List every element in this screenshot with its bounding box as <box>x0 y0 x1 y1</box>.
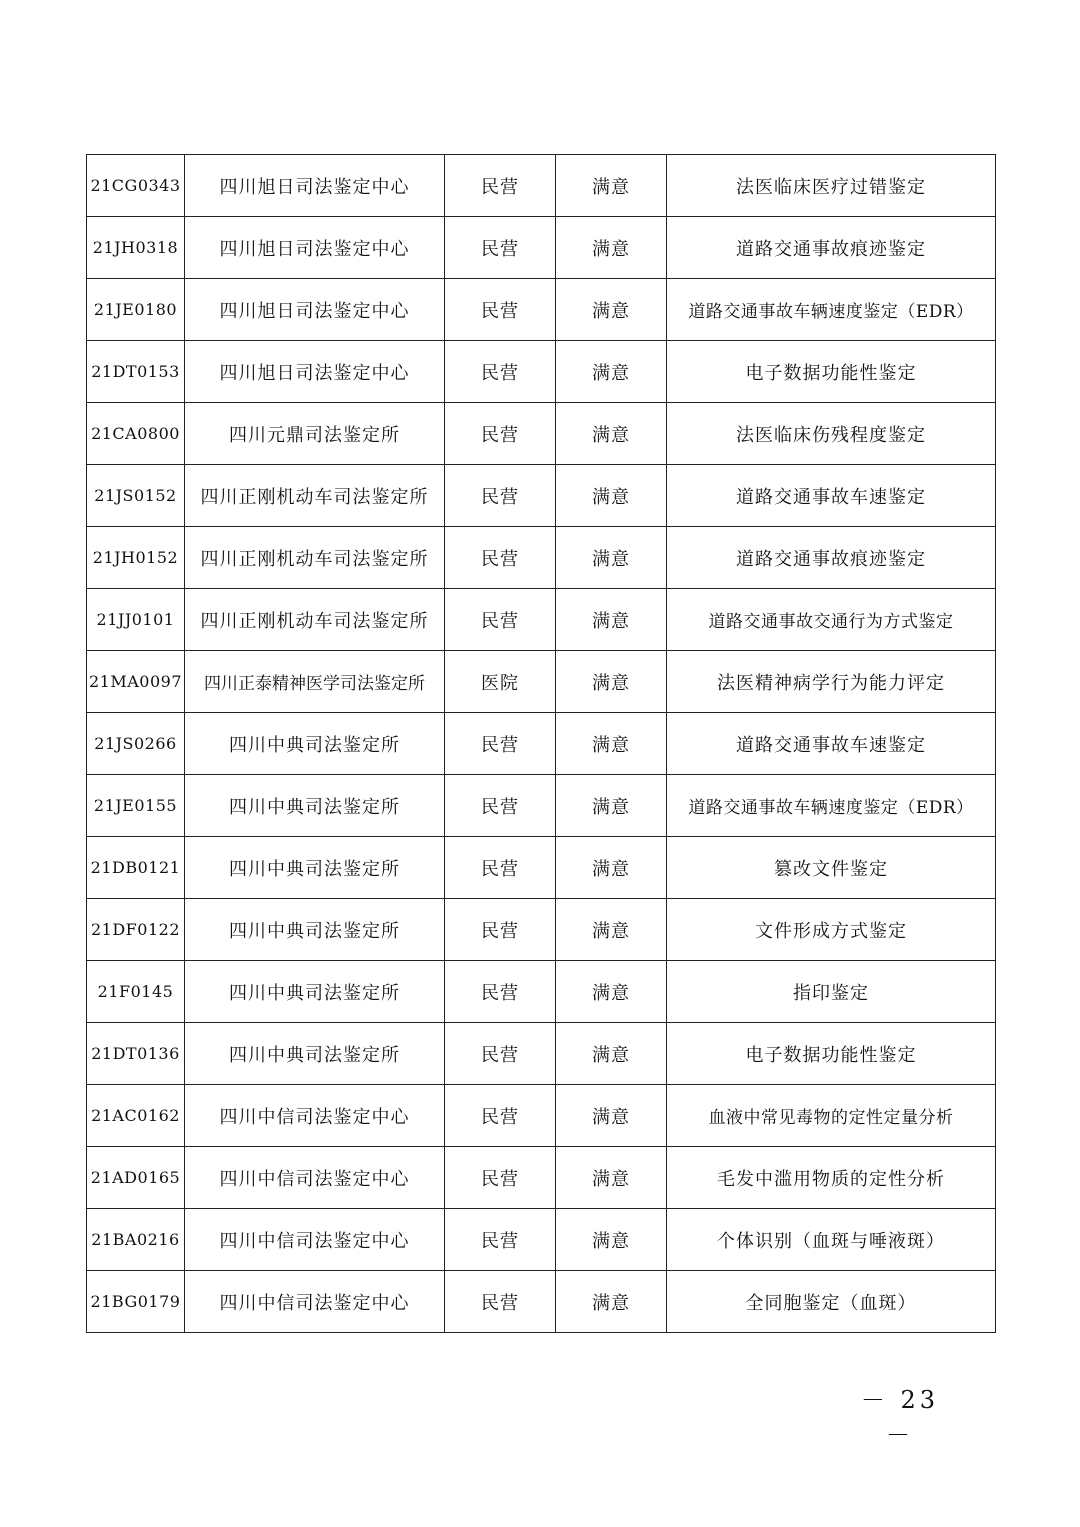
cell-institution-type: 民营 <box>445 527 556 589</box>
cell-code: 21JE0155 <box>87 775 185 837</box>
cell-organization: 四川中典司法鉴定所 <box>185 837 445 899</box>
cell-appraisal-item: 法医精神病学行为能力评定 <box>667 651 996 713</box>
cell-appraisal-item: 个体识别（血斑与唾液斑） <box>667 1209 996 1271</box>
cell-organization: 四川中信司法鉴定中心 <box>185 1209 445 1271</box>
cell-result: 满意 <box>556 651 667 713</box>
cell-institution-type: 民营 <box>445 1271 556 1333</box>
table-row <box>87 651 996 713</box>
cell-result: 满意 <box>556 837 667 899</box>
table-row <box>87 403 996 465</box>
cell-institution-type: 民营 <box>445 1147 556 1209</box>
table-row <box>87 217 996 279</box>
cell-appraisal-item: 毛发中滥用物质的定性分析 <box>667 1147 996 1209</box>
table-row <box>87 527 996 589</box>
cell-appraisal-item: 道路交通事故痕迹鉴定 <box>667 527 996 589</box>
cell-result: 满意 <box>556 1147 667 1209</box>
cell-appraisal-item: 道路交通事故痕迹鉴定 <box>667 217 996 279</box>
cell-institution-type: 民营 <box>445 589 556 651</box>
cell-organization: 四川正刚机动车司法鉴定所 <box>185 589 445 651</box>
cell-appraisal-item: 血液中常见毒物的定性定量分析 <box>667 1085 996 1147</box>
cell-appraisal-item: 道路交通事故车辆速度鉴定（EDR） <box>667 775 996 837</box>
cell-code: 21JE0180 <box>87 279 185 341</box>
cell-code: 21CA0800 <box>87 403 185 465</box>
cell-code: 21JS0152 <box>87 465 185 527</box>
cell-organization: 四川中信司法鉴定中心 <box>185 1271 445 1333</box>
cell-institution-type: 民营 <box>445 713 556 775</box>
cell-code: 21F0145 <box>87 961 185 1023</box>
cell-organization: 四川中典司法鉴定所 <box>185 961 445 1023</box>
cell-appraisal-item: 道路交通事故交通行为方式鉴定 <box>667 589 996 651</box>
table-row <box>87 1147 996 1209</box>
cell-code: 21DB0121 <box>87 837 185 899</box>
cell-code: 21JS0266 <box>87 713 185 775</box>
cell-result: 满意 <box>556 961 667 1023</box>
cell-organization: 四川旭日司法鉴定中心 <box>185 341 445 403</box>
cell-appraisal-item: 法医临床医疗过错鉴定 <box>667 155 996 217</box>
cell-code: 21BA0216 <box>87 1209 185 1271</box>
cell-institution-type: 民营 <box>445 1023 556 1085</box>
table-row <box>87 1271 996 1333</box>
cell-result: 满意 <box>556 589 667 651</box>
cell-code: 21DF0122 <box>87 899 185 961</box>
cell-code: 21DT0153 <box>87 341 185 403</box>
cell-institution-type: 民营 <box>445 1209 556 1271</box>
cell-result: 满意 <box>556 527 667 589</box>
cell-result: 满意 <box>556 217 667 279</box>
cell-institution-type: 民营 <box>445 403 556 465</box>
cell-organization: 四川中信司法鉴定中心 <box>185 1085 445 1147</box>
cell-code: 21AC0162 <box>87 1085 185 1147</box>
table-row <box>87 961 996 1023</box>
cell-result: 满意 <box>556 465 667 527</box>
cell-appraisal-item: 法医临床伤残程度鉴定 <box>667 403 996 465</box>
cell-organization: 四川正泰精神医学司法鉴定所 <box>185 651 445 713</box>
cell-institution-type: 民营 <box>445 465 556 527</box>
cell-result: 满意 <box>556 1023 667 1085</box>
cell-result: 满意 <box>556 341 667 403</box>
cell-institution-type: 民营 <box>445 341 556 403</box>
cell-result: 满意 <box>556 775 667 837</box>
cell-appraisal-item: 电子数据功能性鉴定 <box>667 1023 996 1085</box>
table-row <box>87 589 996 651</box>
table-row <box>87 465 996 527</box>
cell-organization: 四川中典司法鉴定所 <box>185 713 445 775</box>
cell-institution-type: 民营 <box>445 1085 556 1147</box>
page-number: － 23 － <box>860 1386 940 1449</box>
table-row <box>87 155 996 217</box>
cell-organization: 四川正刚机动车司法鉴定所 <box>185 465 445 527</box>
cell-institution-type: 民营 <box>445 837 556 899</box>
cell-code: 21JJ0101 <box>87 589 185 651</box>
cell-code: 21JH0318 <box>87 217 185 279</box>
cell-institution-type: 医院 <box>445 651 556 713</box>
cell-code: 21MA0097 <box>87 651 185 713</box>
results-table <box>86 154 996 1333</box>
cell-organization: 四川正刚机动车司法鉴定所 <box>185 527 445 589</box>
cell-institution-type: 民营 <box>445 961 556 1023</box>
cell-appraisal-item: 指印鉴定 <box>667 961 996 1023</box>
table-row <box>87 341 996 403</box>
cell-organization: 四川中信司法鉴定中心 <box>185 1147 445 1209</box>
cell-organization: 四川旭日司法鉴定中心 <box>185 279 445 341</box>
table-row <box>87 1023 996 1085</box>
table-row <box>87 713 996 775</box>
cell-institution-type: 民营 <box>445 155 556 217</box>
cell-appraisal-item: 电子数据功能性鉴定 <box>667 341 996 403</box>
results-table-body <box>87 155 996 1333</box>
cell-result: 满意 <box>556 1085 667 1147</box>
cell-organization: 四川中典司法鉴定所 <box>185 899 445 961</box>
cell-code: 21JH0152 <box>87 527 185 589</box>
cell-code: 21AD0165 <box>87 1147 185 1209</box>
cell-institution-type: 民营 <box>445 775 556 837</box>
cell-institution-type: 民营 <box>445 217 556 279</box>
table-row <box>87 1085 996 1147</box>
cell-appraisal-item: 篡改文件鉴定 <box>667 837 996 899</box>
cell-institution-type: 民营 <box>445 279 556 341</box>
cell-organization: 四川元鼎司法鉴定所 <box>185 403 445 465</box>
cell-code: 21BG0179 <box>87 1271 185 1333</box>
cell-organization: 四川中典司法鉴定所 <box>185 775 445 837</box>
cell-result: 满意 <box>556 155 667 217</box>
cell-code: 21CG0343 <box>87 155 185 217</box>
cell-result: 满意 <box>556 403 667 465</box>
cell-appraisal-item: 道路交通事故车速鉴定 <box>667 713 996 775</box>
cell-result: 满意 <box>556 899 667 961</box>
cell-result: 满意 <box>556 279 667 341</box>
table-row <box>87 899 996 961</box>
cell-organization: 四川旭日司法鉴定中心 <box>185 155 445 217</box>
cell-result: 满意 <box>556 1209 667 1271</box>
table-row <box>87 775 996 837</box>
cell-organization: 四川旭日司法鉴定中心 <box>185 217 445 279</box>
cell-appraisal-item: 文件形成方式鉴定 <box>667 899 996 961</box>
cell-code: 21DT0136 <box>87 1023 185 1085</box>
cell-appraisal-item: 道路交通事故车辆速度鉴定（EDR） <box>667 279 996 341</box>
table-row <box>87 279 996 341</box>
cell-institution-type: 民营 <box>445 899 556 961</box>
cell-organization: 四川中典司法鉴定所 <box>185 1023 445 1085</box>
cell-result: 满意 <box>556 713 667 775</box>
table-row <box>87 1209 996 1271</box>
cell-result: 满意 <box>556 1271 667 1333</box>
table-row <box>87 837 996 899</box>
cell-appraisal-item: 道路交通事故车速鉴定 <box>667 465 996 527</box>
cell-appraisal-item: 全同胞鉴定（血斑） <box>667 1271 996 1333</box>
